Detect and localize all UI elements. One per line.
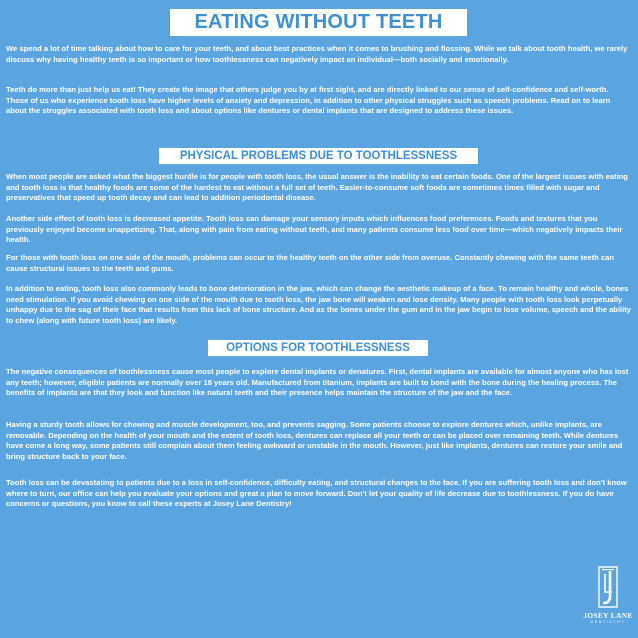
options-paragraph-1: The negative consequences of toothlessness cause most people to explore dental implants or denatures. First, dental implants are available for almost anyone who has lost any teeth; however, eligible patients are normally over 18 years old. Manufactured from titanium, implants are built to bond with the bone during the healing process. The benefits of implants are that they look and function like natural teeth and their presence helps maintain the structure of the jaw and the face. — [6, 367, 629, 398]
physical-paragraph-3: For those with tooth loss on one side of the mouth, problems can occur to the healthy teeth on the other side from overuse. Constantly chewing with the same teeth can cause structural issues to the teeth and gums. — [6, 253, 614, 273]
logo-name: JOSEY LANE — [583, 611, 633, 620]
physical-paragraph-1: When most people are asked what the biggest hurdle is for people with tooth loss, the usual answer is the inability to eat certain foods. One of the largest issues with eating and tooth loss is that healthy foods are some of the hardest to eat without a full set of teeth. Easier-to-consume soft foods are sometimes times filled with sugar and preservatives that speed up tooth decay and can lead to addition periodontal disease. — [6, 172, 628, 203]
intro-paragraph-2: Teeth do more than just help us eat! They create the image that others judge you by at first sight, and are directly linked to our sense of self-confidence and self-worth. Those of us who experience tooth loss have higher levels of anxiety and depression, in addition to other physical struggles such as speech problems. Read on to learn about the struggles associated with tooth loss and about options like dentures or dental implants that are designed to address these issues. — [6, 85, 611, 116]
logo-subtitle: DENTISTRY — [590, 620, 626, 624]
physical-paragraph-4: In addition to eating, tooth loss also commonly leads to bone deterioration in the jaw, which can change the aesthetic makeup of a face. To remain healthy and whole, bones need stimulation. If you avoid chewing on one side of the mouth due to tooth loss, the jaw bone will weaken and lose density. Many people with tooth loss look perpetually unhappy due to the sag of their face that results from this lack of bone structure. And as the bones under the gum and in the jaw begin to lose volume, speech and the ability to chew (along with future tooth loss) are likely. — [6, 284, 632, 325]
jl-monogram-icon — [595, 566, 621, 612]
options-paragraph-2: Having a sturdy tooth allows for chewing and muscle development, too, and prevents sagging. Some patients choose to explore dentures which, unlike implants, are removable. Depending on the health of your mouth and the extent of tooth loss, dentures can replace all your teeth or can be placed over remaining teeth. While dentures have come a long way, some patients still complain about them feeling awkward or unstable in the mouth. However, just like implants, dentures can restore your smile and bring structure back to your face. — [6, 420, 623, 461]
physical-paragraph-2: Another side effect of tooth loss is decreased appetite. Tooth loss can damage your sensory inputs which influences food preferences. Foods and textures that you previously enjoyed become unappetizing. That, along with pain from eating without teeth, and many patients consume less food over time—which negatively impacts their health. — [6, 214, 623, 245]
page-title: EATING WITHOUT TEETH — [170, 9, 467, 36]
section-heading-options: OPTIONS FOR TOOTHLESSNESS — [208, 340, 428, 356]
section-heading-physical: PHYSICAL PROBLEMS DUE TO TOOTHLESSNESS — [159, 148, 478, 164]
options-paragraph-3: Tooth loss can be devastating to patients due to a loss in self-confidence, difficulty eating, and structural changes to the face. If you are suffering tooth loss and don't know where to turn, our office can help you evaluate your options and great a plan to move forward. Don't let your quality of life decrease due to toothlessness. If you do have concerns or questions, you know to call these experts at Josey Lane Dentistry! — [6, 478, 627, 509]
josey-lane-logo — [582, 566, 634, 634]
intro-paragraph-1: We spend a lot of time talking about how to care for your teeth, and about best practices when it comes to brushing and flossing. While we talk about tooth health, we rarely discuss why having healthy teeth is so important or how toothlessness can negatively impact an individual—both socially and emotionally. — [6, 44, 628, 64]
